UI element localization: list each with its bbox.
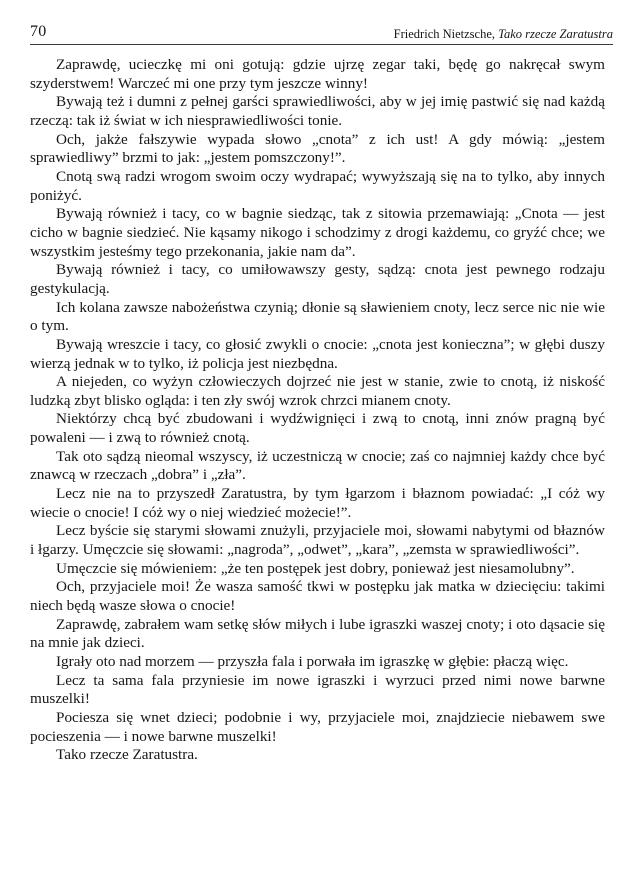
paragraph: Bywają również i tacy, co umiłowawszy gesty, sądzą: cnota jest pewnego rodzaju gestykulacją.: [30, 261, 605, 297]
header-rule: [30, 44, 613, 45]
paragraph: Och, przyjaciele moi! Że wasza samość tkwi w postępku jak matka w dziecięciu: takimi niech będą wasze słowa o cnocie!: [30, 578, 605, 615]
paragraph: Bywają też i dumni z pełnej garści sprawiedliwości, aby w jej imię pastwić się nad każdą rzeczą: tak iż świat w ich niesprawiedliwości tonie.: [30, 93, 605, 129]
paragraph: Zaprawdę, ucieczkę mi oni gotują: gdzie ujrzę zegar taki, będę go nakręcał swym szyderstwem! Warczeć mi one przy tym jeszcze winny!: [30, 56, 605, 92]
paragraph: Lecz ta sama fala przyniesie im nowe igraszki i wyrzuci przed nimi nowe barwne muszelki!: [30, 671, 605, 708]
paragraph: Bywają również i tacy, co w bagnie siedząc, tak z sitowia przemawiają: „Cnota — jest cicho w bagnie siedzieć. Nie kąsamy nikogo i schodzimy z drogi każdemu, co gryźć chce; we wszystkim jesteśmy tego przekonania, jakie nam da”.: [30, 205, 605, 260]
paragraph: A niejeden, co wyżyn człowieczych dojrzeć nie jest w stanie, zwie to cnotą, iż niskość ludzką zbyt blisko ogląda: i ten zły swój wzrok chrzci mianem cnoty.: [30, 373, 605, 409]
paragraph: Lecz nie na to przyszedł Zaratustra, by tym łgarzom i błaznom powiadać: „I cóż wy wiecie o cnocie! I cóż wy o niej wiedzieć możecie!”.: [30, 485, 605, 521]
running-head-title: Tako rzecze Zaratustra: [498, 27, 613, 41]
paragraph: Tak oto sądzą nieomal wszyscy, iż uczestniczą w cnocie; zaś co najmniej każdy chce być znawcą w rzeczach „dobra” i „zła”.: [30, 447, 605, 484]
paragraph: Lecz byście się starymi słowami znużyli, przyjaciele moi, słowami nabytymi od błaznów i łgarzy. Umęczcie się słowami: „nagroda”, „odwet”, „kara”, „zemsta w sprawiedliwości”.: [30, 522, 605, 559]
paragraph: Ich kolana zawsze nabożeństwa czynią; dłonie są sławieniem cnoty, lecz serce nic nie wie o tym.: [30, 298, 605, 335]
page-number: 70: [30, 23, 47, 40]
paragraph: Igrały oto nad morzem — przyszła fala i porwała im igraszkę w głębie: płaczą więc.: [56, 653, 569, 670]
running-head: [394, 27, 613, 42]
running-head-author: Friedrich Nietzsche,: [393, 27, 496, 41]
paragraph: Och, jakże fałszywie wypada słowo „cnota” z ich ust! A gdy mówią: „jestem sprawiedliwy” brzmi to jak: „jestem pomszczony!”.: [30, 130, 605, 167]
paragraph: Niektórzy chcą być zbudowani i wydźwignięci i zwą to cnotą, inni znów pragną być powaleni — i zwą to również cnotą.: [30, 410, 605, 447]
page-header: [30, 20, 613, 44]
paragraph: Pociesza się wnet dzieci; podobnie i wy, przyjaciele moi, znajdziecie niebawem swe pocieszenia — i nowe barwne muszelki!: [30, 708, 605, 745]
paragraph: Umęczcie się mówieniem: „że ten postępek jest dobry, ponieważ jest niesamolubny”.: [56, 559, 575, 577]
paragraph: Cnotą swą radzi wrogom swoim oczy wydrapać; wywyższają się na to tylko, aby innych poniżyć.: [30, 167, 605, 204]
closing-line: Tako rzecze Zaratustra.: [56, 746, 198, 764]
paragraph: Zaprawdę, zabrałem wam setkę słów miłych i lube igraszki waszej cnoty; i oto dąsacie się na mnie jak dzieci.: [30, 615, 605, 652]
paragraph: Bywają wreszcie i tacy, co głosić zwykli o cnocie: „cnota jest konieczna”; w głębi duszy wierzą jednak w to tylko, iż policja jest niezbędna.: [30, 335, 605, 372]
body-text: [30, 56, 605, 765]
